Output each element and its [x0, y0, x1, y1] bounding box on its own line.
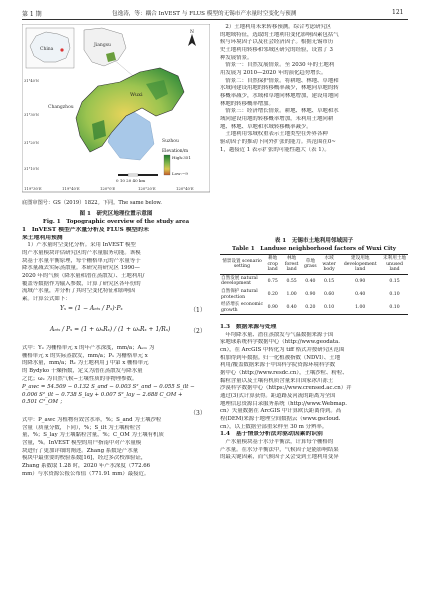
text-line: 覆盖等数据作为输入参数，计算了研究区各年份的 [22, 280, 141, 287]
table-row [220, 288, 408, 301]
legend-colorbar [164, 155, 170, 175]
text-line: 2020 年的气候（降水量和潜在蒸散发）、土地利用/ [22, 272, 145, 279]
legend-low: Low:−9 [172, 171, 188, 176]
equation-3-line: 0.501 C²_OM ； [22, 399, 66, 406]
equation-3-line: P_awc = 54.509 − 0.132 S_and − 0.003 S²_and − 0.055 S_ilt − [22, 384, 195, 390]
table-cell: 0.60 [323, 291, 335, 297]
text-line: 情景一：自然发展情景。至 2030 年的土地利 [220, 62, 335, 69]
table-1-caption-cn: 表 1 无锡市土地利用邻域因子 [274, 238, 354, 244]
text-line: 产水量。在水分平衡法中，气候因子是能影响结果 [220, 446, 339, 453]
row-scenario: 经济增长 economic growth [220, 301, 264, 315]
text-line: 年均降水量、潜在蒸散发与气温数据来源于国 [220, 331, 334, 338]
label-changzhou: Changzhou [48, 105, 74, 110]
table-cell: 1.00 [286, 291, 297, 297]
text-line: 种发展情景。 [220, 54, 253, 61]
table-cell: 0.55 [281, 274, 301, 288]
text-line: 的 Bydyko 干燥指数，定义为潜在蒸散发与降水量 [22, 367, 143, 374]
text-line: 的最关键因素，而气候因子又会受到土地利用变异 [220, 454, 339, 461]
text-line: 的降水量，mm/a；Rₓ 为土地利用 j 中第 x 栅格单元 [22, 360, 149, 367]
text-line: 2）土地利用未来转移预测。综合考虑研究区 [220, 24, 332, 30]
text-line: Zhang 系数取 1.28 时，2020 年产水深度（772.66 [22, 462, 151, 469]
scale-bar-label: 0 10 20 40 km [116, 178, 146, 183]
figure-1-caption-cn: 图 1 研究区地理位置示意图 [79, 211, 153, 217]
table-cell: 0.40 [302, 274, 319, 288]
table-cell: 0.90 [339, 274, 381, 288]
text-line: 含量（质量分数，下同），%；S_ilt 为土壤粉粒含 [22, 424, 141, 431]
equation-1-number: （1） [190, 307, 206, 314]
text-line: 1，越接近 1 表示扩张的可能性越大（表 1）。 [220, 146, 330, 153]
text-line: mm）与水资源公报公布值（771.91 mm）最接近。 [22, 470, 150, 477]
north-label: N [190, 30, 194, 35]
coord-lat-2: 31°30′N [24, 113, 39, 117]
coord-lat-4: 31°10′N [24, 167, 39, 171]
header-rule [22, 19, 408, 20]
coord-lat-1: 31°40′N [24, 79, 39, 83]
text-line: 式中：P_awc 为植物有效含水率，%；S_and 为土壤沙粒 [22, 417, 162, 423]
text-line: 林地的转移概率增加。 [220, 100, 274, 107]
text-line: 家地球系统科学数据中心（http://www.geodata. [220, 339, 340, 346]
text-line: 流域产水量，并分析了其时空变化特征和影响因 [22, 288, 136, 295]
row-scenario: 自然保护 natural protection [221, 288, 258, 300]
table-cell: 0.15 [381, 274, 408, 288]
text-line: 情景二：自然保护情景。将耕地、林地、草地和 [220, 77, 339, 84]
text-line: 式中：Yₓ 为栅格单元 x 的年产水深度，mm/a；Aₑₜₓ 为 [22, 345, 155, 351]
th-scenario: 情景设置 scenario setting [220, 255, 264, 275]
section-heading: 来土地利用预测 [22, 234, 63, 241]
study-area-map [22, 24, 210, 198]
table-cell: 0.20 [302, 301, 319, 315]
text-line: 块进行了更加详细的阐述。Zhang 系数是产水量 [22, 447, 139, 454]
coord-5: 120°40′E [176, 186, 194, 191]
left-column-part3 [22, 417, 210, 478]
text-line: 的地域特征，选取的土地利用变化影响因素包括气 [220, 31, 339, 38]
figure-1-map [22, 24, 210, 198]
table-cell: 0.15 [319, 274, 340, 288]
text-line: 沙漠科学数据中心（https://www.crensed.ac.cn）并 [220, 385, 352, 392]
th-grass: 草地 grass [302, 255, 319, 275]
figure-note: 底图审图号：GS（2019）1822。下同。The same below. [22, 200, 162, 206]
wuxi-marker-icon [60, 48, 63, 51]
text-line: 的产水量模块评估研究区的产水量服务功能。该模 [22, 249, 141, 256]
equation-3 [22, 384, 210, 407]
coord-3: 120°0′E [100, 186, 116, 191]
table-cell: 0.90 [305, 291, 316, 297]
label-china: China [40, 47, 54, 52]
text-line: 水域向建设用地的转移概率减少，林地向草地的转 [220, 85, 339, 92]
running-title: 包逸涛，等：耦合 InVEST 与 FLUS 模型的无锡市产水量时空变化与预测 [112, 11, 297, 17]
right-column-part1 [220, 24, 408, 154]
text-line: 栅格单元 x 的实际蒸散发，mm/a；Pₓ 为栅格单元 x [22, 352, 148, 359]
label-jiangsu: Jiangsu [94, 43, 111, 48]
th-water: 水域 water body [319, 255, 340, 275]
table-1-caption-en: Table 1 Landuse neighborhood factors of Wuxi City [231, 246, 397, 252]
text-line: 产水量模块基于水分平衡法，计算每个栅格的 [220, 438, 334, 445]
table-row [220, 301, 408, 315]
text-line: 地、林地、草地和水域转移概率减少。 [220, 123, 312, 130]
table-cell: 0.10 [319, 301, 340, 315]
text-line: 黏粒含量以及土壤有机质含量来自国家冰川冻土 [220, 377, 334, 384]
text-line: 驱动因子的推动下向外扩张的能力。其范围在0~ [220, 138, 336, 145]
table-cell: 0.40 [281, 301, 301, 315]
text-line: cn）矢量数据在 ArcGIS 中计算欧氏距离得到。高 [220, 408, 342, 415]
right-column-part2 [220, 324, 408, 462]
table-cell: 1.00 [339, 301, 381, 315]
text-line: 情景三：经济增长情景。耕地、林地、草地和水 [220, 108, 339, 115]
text-line: 之比；ωₓ 为自然气候−土壤性质的非物理参数。 [22, 375, 138, 382]
text-line: 利用/覆盖数据来源于中国科学院资源环境科学数 [220, 362, 336, 369]
th-unused: 未利用土地 unused land [381, 255, 408, 275]
equation-2-number: （2） [190, 328, 206, 335]
equation-3-number: （3） [190, 410, 206, 417]
table-1 [220, 254, 408, 315]
th-cropland: 耕地 crop land [264, 255, 281, 275]
text-line: 程(DEM)来源于地理空间数据云（www.gscloud. [220, 415, 341, 422]
text-line: 相加得到年数据。归一化植被指数（NDVI）、土地 [220, 354, 341, 361]
table-cell: 0.10 [381, 301, 408, 315]
text-line: 域向建设用地的转移概率增加，未利用土地向耕 [220, 115, 334, 122]
equation-1: Yₓ = (1 − Aₑₜₓ / Pₓ)·Pₓ [60, 305, 123, 312]
table-row [220, 274, 408, 288]
table-cell: 0.75 [264, 274, 281, 288]
section-heading: 1.3 数据来源与处理 [220, 324, 277, 330]
coord-4: 120°20′E [138, 186, 156, 191]
text-line: 土地利用邻域权重表示土地类型在外界各种 [220, 131, 328, 138]
text-line: cn），以上数据全部重采样至 30 m 分辨率。 [220, 423, 328, 430]
text-line: 1）产水量时空变化分析。采用 InVEST 模型 [22, 242, 136, 249]
legend-title: Elevation/m [162, 149, 189, 154]
text-line: cn），在 ArcGIS 中转化为 tiff 格式并按研究区范围 [220, 346, 345, 353]
coord-2: 119°40′E [62, 186, 80, 191]
table-cell: 0.20 [267, 291, 278, 297]
issue-label: 第 1 期 [22, 11, 42, 18]
text-line: 据中心（http://www.resdc.cn），土壤沙粒、粉粒、 [220, 369, 348, 376]
text-line: 史土地利用转移和邻域区研究的经验，设置了 3 [220, 46, 333, 53]
text-line: 地理信息资源目录服务系统（http://www.Webmap. [220, 400, 347, 407]
figure-1-caption-en: Fig. 1 Topographic overview of the study area [42, 219, 190, 225]
th-development: 建设用地 developement land [339, 255, 381, 275]
equation-3-line: 0.006 S²_ilt − 0.738 S_lay + 0.007 S²_lay − 2.688 C_OM + [22, 391, 183, 398]
label-wuxi: Wuxi [130, 92, 143, 98]
left-column-part2 [22, 345, 210, 383]
legend-high: High:351 [172, 155, 191, 160]
text-line: 用发展为 2010—2020 年的演化趋势增长。 [220, 69, 327, 76]
text-line: 块基于水量平衡原理，每个栅格单元的产水量等于 [22, 257, 141, 264]
label-suzhou: Suzhou [162, 139, 179, 144]
table-cell: 0.90 [264, 301, 281, 315]
row-scenario: 自然发展 natural development [220, 274, 264, 288]
coord-lat-3: 31°20′N [24, 141, 39, 145]
left-column-part1 [22, 227, 210, 304]
table-cell: 0.40 [355, 291, 366, 297]
table-header-row [220, 255, 408, 275]
text-line: 候与环境因子以及社会经济因子。根据无锡市历 [220, 39, 334, 46]
text-line: 降水量减去实际蒸散量。本研究将研究区 1990— [22, 265, 140, 272]
text-line: 通过(3)式计算获得。距道路及河流的距离为全国 [220, 392, 336, 399]
coord-1: 119°30′E [24, 186, 42, 191]
table-cell: 0.10 [389, 291, 400, 297]
text-line: 含量，%。InVEST 模型的用户指南中对产水量模 [22, 439, 142, 446]
equation-2: Aₑₜₓ / Pₓ = (1 + ωₓRₓ) / (1 + ωₓRₓ + 1/Rₓ) [50, 326, 171, 333]
page-number: 121 [392, 9, 404, 16]
section-heading: 1 InVEST 模型产水量分析及 FLUS 模型的未 [22, 227, 149, 233]
text-line: 移概率减少，水域和草地向林地增加，建设用地向 [220, 92, 339, 99]
text-line: 素。计算公式如下： [22, 295, 71, 302]
text-line: 量，%；S_lay 为土壤黏粒含量，%；C_OM 为土壤有机质 [22, 432, 164, 439]
section-heading: 1.4 基于情景分析法对驱动因素的识别 [220, 431, 323, 438]
th-forest: 林地 forest land [281, 255, 301, 275]
text-line: 模块中最重要的校验系数[16]，经过多次校准验证， [22, 455, 147, 462]
